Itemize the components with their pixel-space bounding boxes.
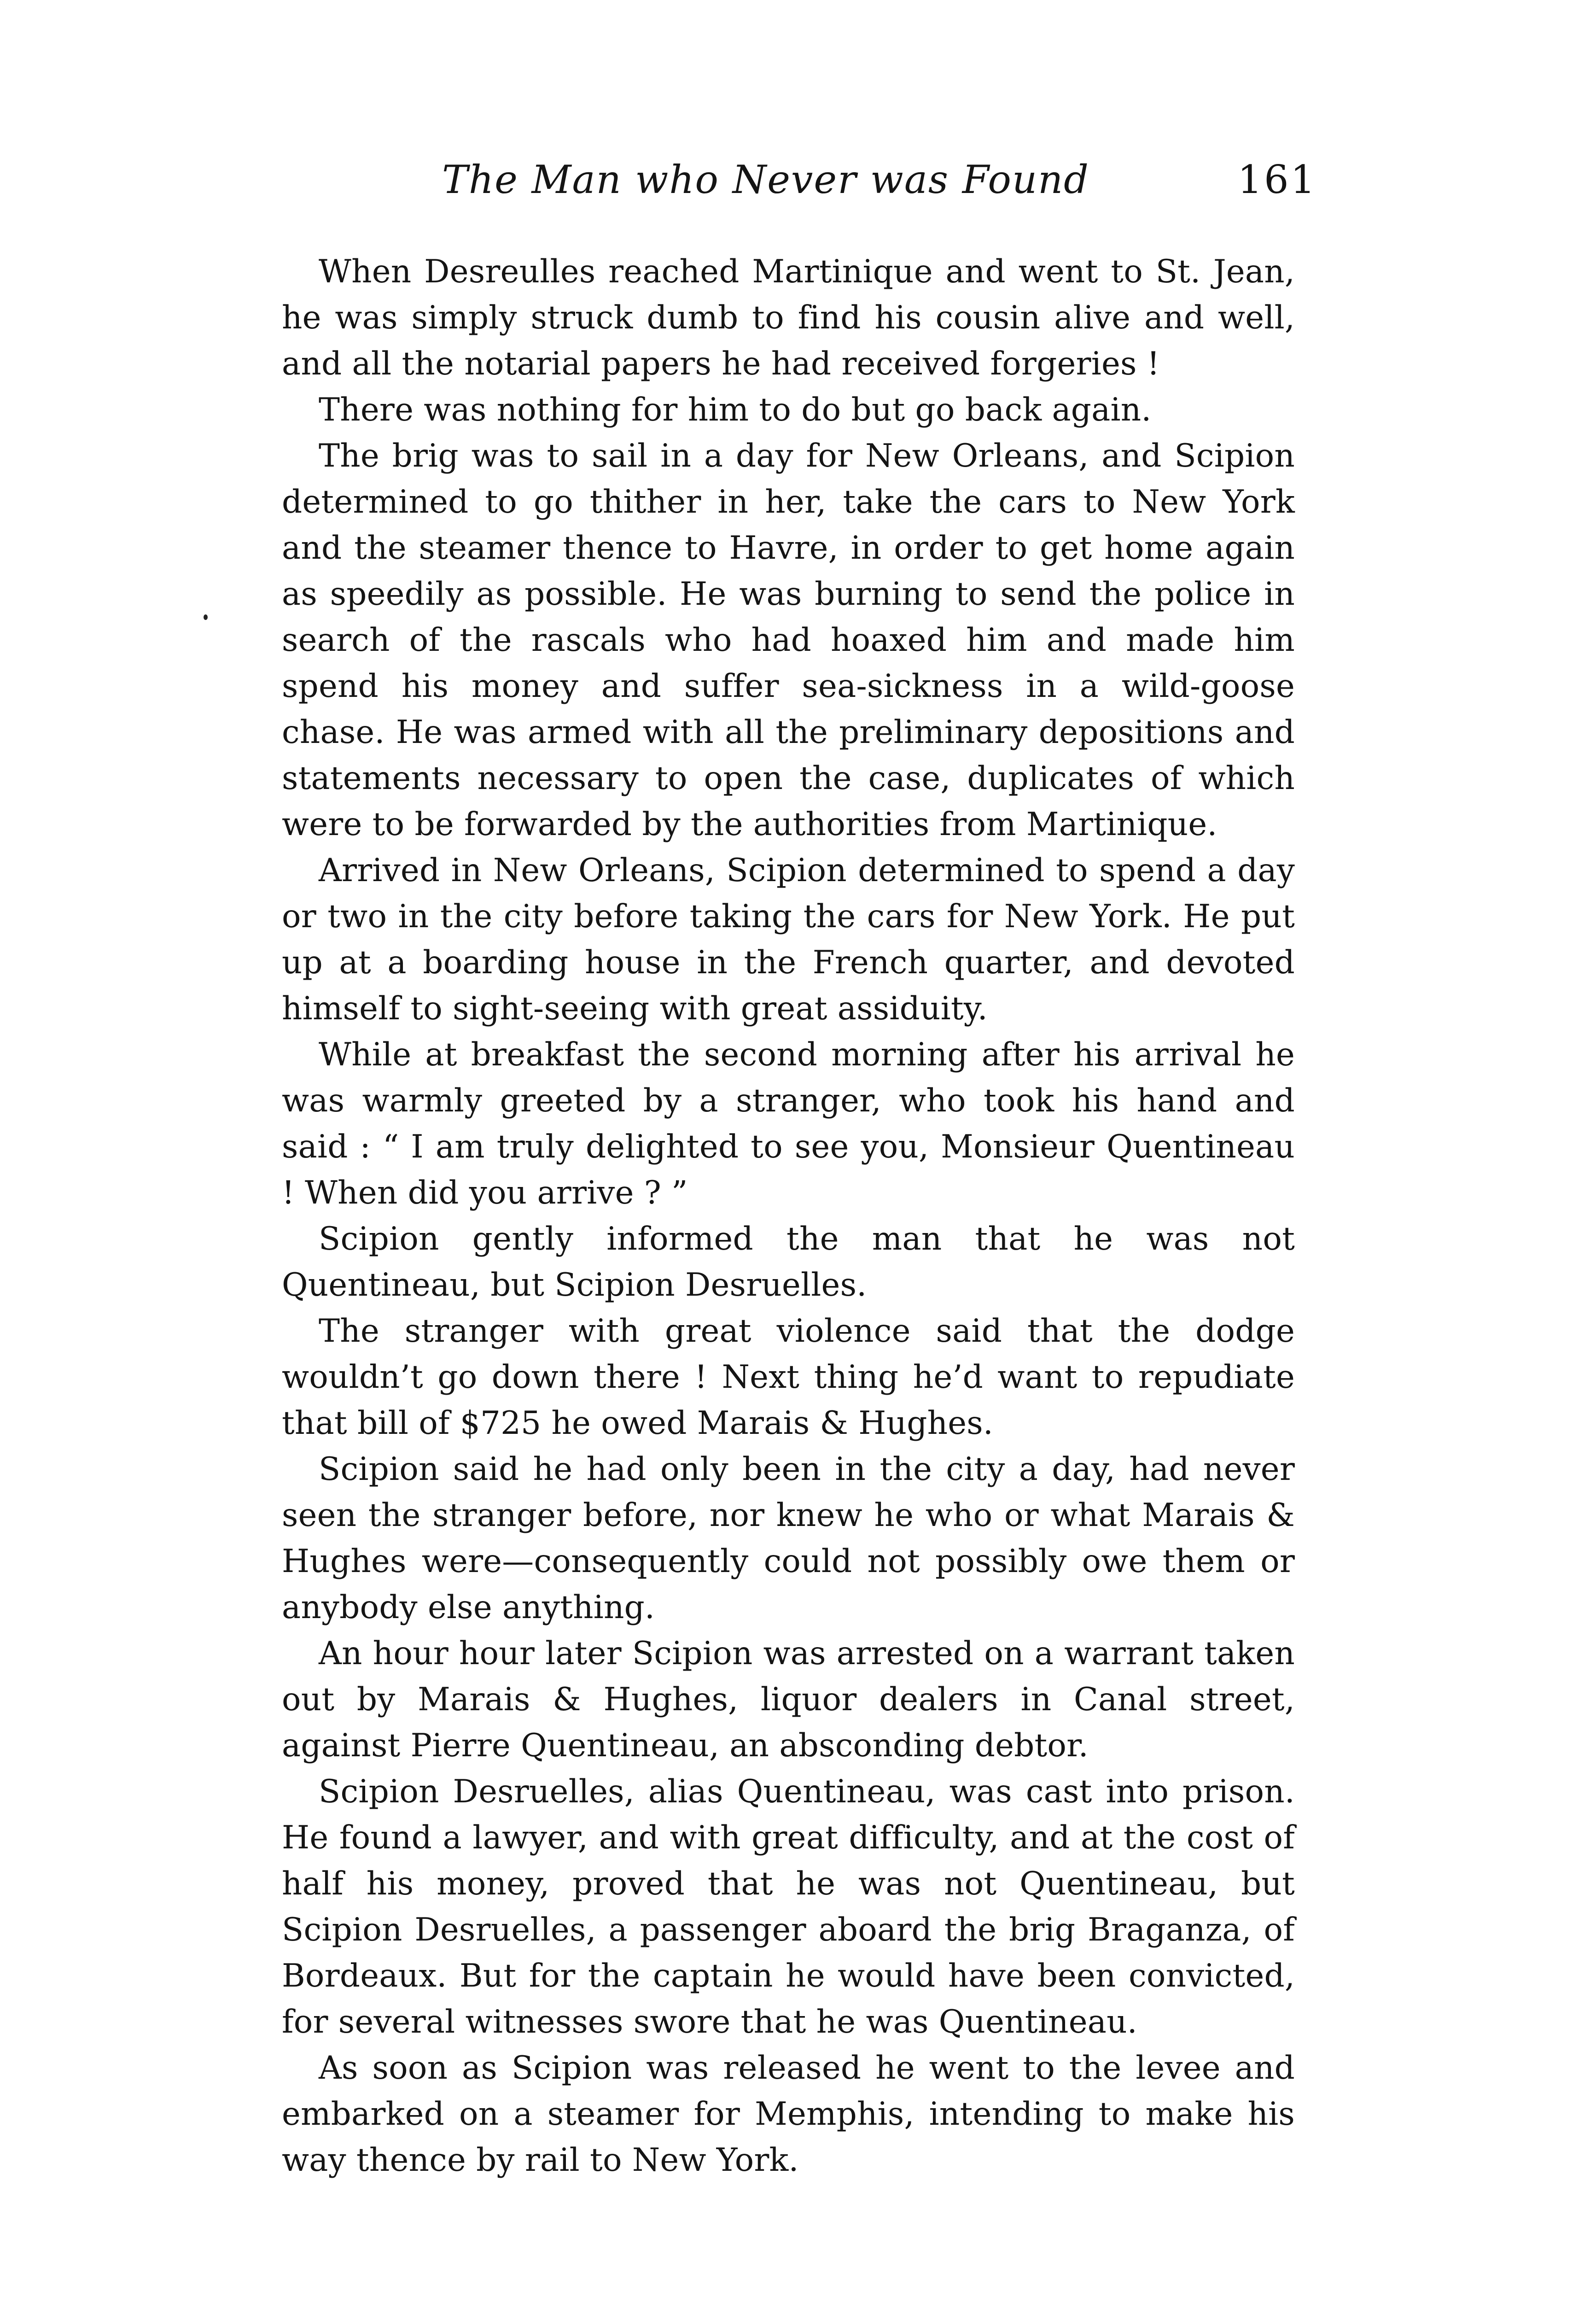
ink-speck — [204, 614, 208, 620]
paragraph: Scipion gently informed the man that he was not Quentineau, but Scipion Desruelles. — [282, 1221, 1295, 1303]
paragraph: Arrived in New Orleans, Scipion determined to spend a day or two in the city before taking the cars for New York. He put up at a boarding house in the French quarter, and devoted himself to sight-seeing with great assiduity. — [282, 852, 1295, 1027]
body-text — [282, 249, 1295, 2183]
paragraph: An hour hour later Scipion was arrested on a warrant taken out by Marais & Hughes, liquor dealers in Canal street, against Pierre Quentineau, an absconding debtor. — [282, 1635, 1295, 1764]
running-title: The Man who Never was Found — [442, 157, 1089, 202]
paragraph: As soon as Scipion was released he went to the levee and embarked on a steamer for Memphis, intending to make his way thence by rail to New York. — [282, 2050, 1295, 2179]
paragraph: There was nothing for him to do but go back again. — [319, 392, 1152, 428]
paragraph: Scipion said he had only been in the city a day, had never seen the stranger before, nor knew he who or what Marais & Hughes were—consequently could not possibly owe them or anybody else anything. — [282, 1451, 1295, 1626]
paragraph: The brig was to sail in a day for New Orleans, and Scipion determined to go thither in her, take the cars to New York and the steamer thence to Havre, in order to get home again as speedily as possible. He was burning to send the police in search of the rascals who had hoaxed him and made him spend his money and suffer sea-sickness in a wild-goose chase. He was armed with all the preliminary depositions and statements necessary to open the case, duplicates of which were to be forwarded by the authorities from Martinique. — [282, 438, 1295, 843]
paragraph: The stranger with great violence said that the dodge wouldn’t go down there ! Next thing he’d want to repudiate that bill of $725 he owed Marais & Hughes. — [282, 1313, 1295, 1442]
page-number: 161 — [1237, 157, 1317, 202]
running-head — [442, 147, 1317, 212]
paragraph: Scipion Desruelles, alias Quentineau, was cast into prison. He found a lawyer, and with great difficulty, and at the cost of half his money, proved that he was not Quentineau, but Scipion Desruelles, a passenger aboard the brig Braganza, of Bordeaux. But for the captain he would have been convicted, for several witnesses swore that he was Quentineau. — [282, 1773, 1295, 2040]
paragraph: While at breakfast the second morning after his arrival he was warmly greeted by a stranger, who took his hand and said : “ I am truly delighted to see you, Monsieur Quentineau ! When did you arrive ? ” — [282, 1036, 1295, 1211]
paragraph: When Desreulles reached Martinique and went to St. Jean, he was simply struck dumb to find his cousin alive and well, and all the notarial papers he had received forgeries ! — [282, 253, 1295, 382]
